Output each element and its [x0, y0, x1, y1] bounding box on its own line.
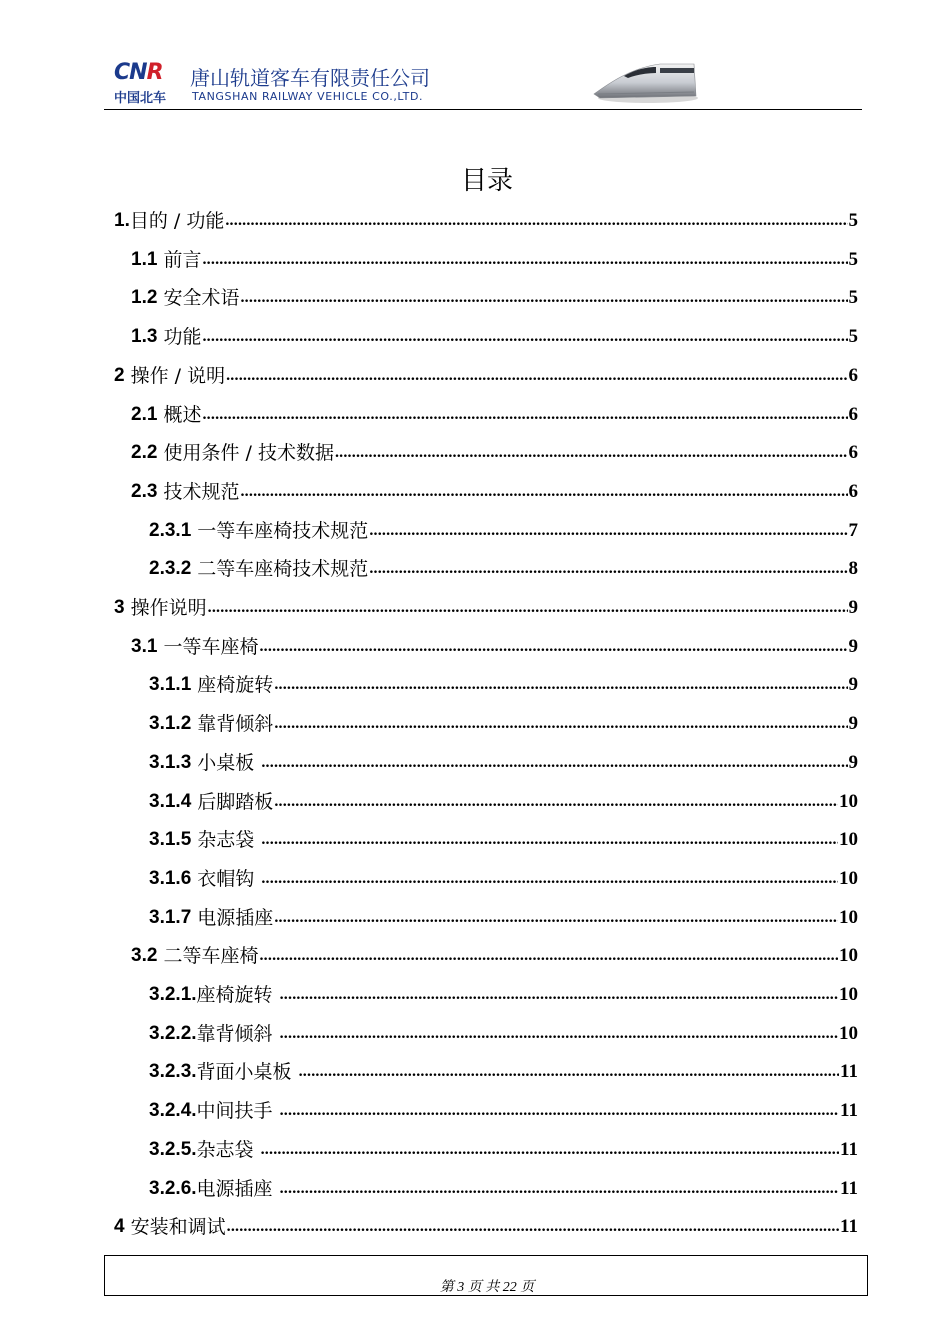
- toc-leader-dots: [202, 247, 847, 273]
- toc-entry[interactable]: [131, 634, 858, 660]
- toc-entry-page: 10: [839, 790, 858, 812]
- toc-entry[interactable]: [149, 1059, 858, 1085]
- toc-entry-page: 11: [840, 1216, 858, 1238]
- toc-entry-page: 6: [848, 364, 858, 386]
- toc-leader-dots: [259, 943, 838, 969]
- toc-leader-dots: [202, 402, 847, 428]
- toc-entry[interactable]: [149, 556, 858, 582]
- toc-entry-page: 9: [848, 674, 858, 696]
- toc-entry-label: 后脚踏板: [191, 790, 274, 813]
- header-rule: [104, 109, 862, 110]
- toc-entry-number: 3.2.4.: [149, 1100, 197, 1122]
- toc-entry-number: 3.2.5.: [149, 1138, 197, 1160]
- toc-leader-dots: [261, 750, 847, 776]
- toc-entry-page: 11: [840, 1100, 858, 1122]
- train-image: [590, 54, 700, 106]
- toc-entry[interactable]: [131, 479, 858, 505]
- toc-leader-dots: [280, 982, 838, 1008]
- toc-entry-label: 座椅旋转: [191, 674, 274, 697]
- toc-entry-number: 2.3.2: [149, 558, 192, 580]
- toc-entry-page: 6: [848, 442, 858, 464]
- toc-entry-page: 5: [848, 287, 858, 309]
- toc-entry-label: 杂志袋: [191, 829, 261, 852]
- toc-entry-number: 1.1: [131, 248, 158, 270]
- toc-leader-dots: [280, 1098, 839, 1124]
- toc-entry-number: 3.1.6: [149, 867, 192, 889]
- toc-entry[interactable]: [131, 943, 858, 969]
- toc-entry-page: 6: [848, 403, 858, 425]
- toc-entry-label: 电源插座: [196, 1177, 279, 1200]
- toc-entry-label: 杂志袋: [196, 1138, 260, 1161]
- toc-entry[interactable]: [149, 827, 858, 853]
- toc-entry-number: 3.2.3.: [149, 1061, 197, 1083]
- toc-title: 目录: [460, 166, 513, 196]
- toc-entry-label: 小桌板: [191, 751, 261, 774]
- page-number: 第 3 页 共 22 页: [439, 1280, 535, 1295]
- toc-entry-label: 功能: [157, 326, 202, 349]
- toc-entry[interactable]: [149, 905, 858, 931]
- toc-leader-dots: [369, 518, 847, 544]
- toc-entry[interactable]: [149, 1137, 858, 1163]
- toc-leader-dots: [226, 363, 847, 389]
- toc-entry-number: 2: [114, 364, 125, 386]
- toc-entry-page: 11: [840, 1177, 858, 1199]
- toc-entry-label: 中间扶手: [196, 1100, 279, 1123]
- toc-entry[interactable]: [149, 711, 858, 737]
- toc-entry-label: 电源插座: [191, 906, 274, 929]
- toc-entry-number: 2.3.1: [149, 519, 192, 541]
- toc-entry[interactable]: [149, 982, 858, 1008]
- toc-entry[interactable]: [149, 518, 858, 544]
- toc-entry-page: 10: [839, 906, 858, 928]
- toc-entry-number: 3.1.4: [149, 790, 192, 812]
- toc-leader-dots: [240, 479, 847, 505]
- toc-entry-page: 10: [839, 867, 858, 889]
- toc-entry-number: 1.3: [131, 326, 158, 348]
- logo-mark: CNR: [114, 60, 163, 85]
- toc-leader-dots: [369, 556, 847, 582]
- toc-leader-dots: [261, 866, 838, 892]
- toc-entry[interactable]: [149, 1098, 858, 1124]
- toc-leader-dots: [208, 595, 848, 621]
- toc-entry-page: 10: [839, 984, 858, 1005]
- toc-entry-label: 衣帽钩: [191, 867, 261, 890]
- toc-entry-label: 座椅旋转: [196, 984, 279, 1006]
- toc-leader-dots: [280, 1176, 839, 1202]
- toc-entry[interactable]: [131, 324, 858, 350]
- toc-entry-label: 目的 / 功能: [129, 210, 225, 232]
- toc-entry-number: 3.1: [131, 635, 158, 657]
- toc-entry[interactable]: [114, 208, 858, 234]
- toc-entry-label: 技术规范: [157, 480, 240, 503]
- toc-entry[interactable]: [149, 672, 858, 698]
- toc-entry-page: 9: [848, 713, 858, 735]
- toc-leader-dots: [259, 634, 847, 660]
- toc-entry[interactable]: [149, 1176, 858, 1202]
- toc-entry[interactable]: [114, 595, 858, 621]
- company-name-en: TANGSHAN RAILWAY VEHICLE CO.,LTD.: [192, 90, 424, 103]
- toc-entry-number: 3.2.2.: [149, 1022, 197, 1044]
- toc-entry-number: 3.1.2: [149, 713, 192, 735]
- page-header: [104, 50, 862, 110]
- cnr-logo: [114, 60, 184, 106]
- toc-entry-number: 3.1.7: [149, 906, 192, 928]
- toc-entry-page: 7: [848, 519, 858, 541]
- logo-subtitle: 中国北车: [114, 91, 167, 106]
- toc-entry-number: 1.: [114, 210, 130, 231]
- toc-entry-label: 安全术语: [157, 287, 240, 310]
- toc-entry[interactable]: [131, 247, 858, 273]
- toc-leader-dots: [225, 208, 847, 234]
- toc-entry-label: 一等车座椅: [157, 635, 259, 658]
- toc-entry-number: 3.2: [131, 945, 158, 967]
- toc-leader-dots: [261, 1137, 839, 1163]
- toc-leader-dots: [299, 1059, 839, 1085]
- toc-entry[interactable]: [149, 750, 858, 776]
- toc-entry-number: 3.1.5: [149, 829, 192, 851]
- toc-leader-dots: [202, 324, 847, 350]
- toc-entry-label: 二等车座椅技术规范: [191, 558, 369, 581]
- toc-entry-label: 操作说明: [124, 597, 207, 619]
- toc-leader-dots: [274, 789, 838, 815]
- toc-entry-page: 9: [848, 635, 858, 657]
- toc-entry-label: 使用条件 / 技术数据: [157, 442, 334, 465]
- toc-leader-dots: [274, 672, 847, 698]
- toc-leader-dots: [274, 905, 838, 931]
- toc-entry-number: 3.1.1: [149, 674, 192, 696]
- toc-entry-page: 6: [848, 480, 858, 502]
- toc-entry-number: 2.2: [131, 442, 158, 464]
- toc-entry-label: 二等车座椅: [157, 945, 259, 968]
- toc-entry-page: 10: [839, 829, 858, 851]
- toc-entry-page: 5: [848, 210, 858, 231]
- toc-entry[interactable]: [131, 402, 858, 428]
- toc-entry-label: 安装和调试: [124, 1216, 226, 1239]
- toc-entry-page: 10: [839, 1022, 858, 1044]
- toc-entry-label: 概述: [157, 403, 202, 426]
- toc-entry-page: 9: [848, 597, 858, 618]
- toc-leader-dots: [227, 1214, 839, 1240]
- toc-entry-page: 11: [840, 1138, 858, 1160]
- company-name-cn: 唐山轨道客车有限责任公司: [190, 66, 430, 90]
- toc-entry-number: 3.1.3: [149, 751, 192, 773]
- toc-entry-number: 2.1: [131, 403, 158, 425]
- toc-entry-number: 4: [114, 1216, 125, 1238]
- toc-entry-page: 5: [848, 326, 858, 348]
- toc-leader-dots: [261, 827, 838, 853]
- toc-leader-dots: [280, 1021, 838, 1047]
- toc-entry[interactable]: [114, 363, 858, 389]
- toc-entry[interactable]: [114, 1214, 858, 1240]
- toc-entry-number: 1.2: [131, 287, 158, 309]
- toc-entry[interactable]: [149, 866, 858, 892]
- toc-entry[interactable]: [149, 789, 858, 815]
- toc-entry-number: 3: [114, 597, 125, 618]
- toc-entry-number: 3.2.1.: [149, 984, 197, 1005]
- toc-leader-dots: [274, 711, 847, 737]
- toc-entry[interactable]: [131, 440, 858, 466]
- toc-entry-label: 一等车座椅技术规范: [191, 519, 369, 542]
- toc-entry[interactable]: [131, 285, 858, 311]
- toc-entry-page: 8: [848, 558, 858, 580]
- toc-entry-page: 5: [848, 248, 858, 270]
- toc-leader-dots: [335, 440, 848, 466]
- toc-entry-page: 9: [848, 751, 858, 773]
- toc-entry-page: 10: [839, 945, 858, 967]
- toc-entry-page: 11: [840, 1061, 858, 1083]
- toc-entry-number: 2.3: [131, 480, 158, 502]
- toc-leader-dots: [240, 285, 847, 311]
- toc-entry-label: 前言: [157, 248, 202, 271]
- toc-entry-label: 操作 / 说明: [124, 364, 226, 387]
- toc-entry-label: 靠背倾斜: [191, 713, 274, 736]
- toc-entry-label: 靠背倾斜: [196, 1022, 279, 1045]
- toc-entry-label: 背面小桌板: [196, 1061, 298, 1084]
- toc-entry-number: 3.2.6.: [149, 1177, 197, 1199]
- toc-entry[interactable]: [149, 1021, 858, 1047]
